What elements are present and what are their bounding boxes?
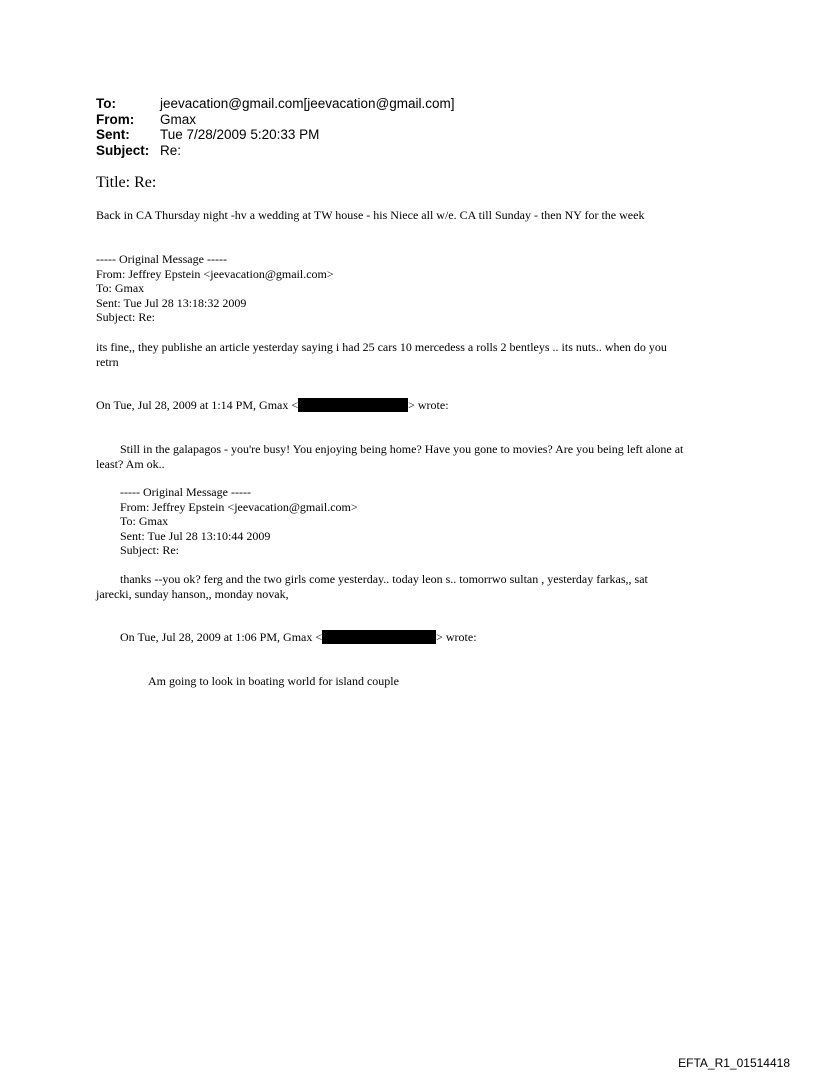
original-sent: Sent: Tue Jul 28 13:10:44 2009 (120, 528, 271, 543)
body-line: Still in the galapagos - you're busy! You enjoying being home? Have you gone to movies? Are you being left alone at (120, 442, 684, 456)
redaction-box (298, 398, 408, 412)
header-subject-row (96, 143, 455, 159)
header-sent-row (96, 127, 455, 143)
original-message-2-body (96, 572, 648, 601)
quote-prefix: On Tue, Jul 28, 2009 at 1:06 PM, Gmax < (120, 630, 323, 644)
document-id: EFTA_R1_01514418 (678, 1056, 790, 1070)
original-message-1 (96, 252, 334, 325)
original-message-divider: ----- Original Message ----- (96, 252, 227, 266)
quote-1-body (96, 442, 683, 471)
quote-suffix: > wrote: (436, 630, 477, 644)
redaction-box (322, 630, 436, 644)
original-subject: Subject: Re: (96, 310, 155, 324)
quote-suffix: > wrote: (408, 398, 449, 412)
quote-line-1 (96, 398, 449, 413)
to-label: To: (96, 96, 116, 111)
sent-label: Sent: (96, 127, 130, 142)
subject-value: Re: (160, 142, 182, 158)
original-sent: Sent: Tue Jul 28 13:18:32 2009 (96, 295, 247, 310)
subject-label: Subject: (96, 142, 150, 158)
body-line: least? Am ok.. (96, 456, 165, 471)
header-to-row (96, 96, 455, 112)
from-label: From: (96, 111, 135, 127)
original-message-divider: ----- Original Message ----- (120, 485, 251, 499)
email-header (96, 96, 455, 158)
header-from-row (96, 112, 455, 128)
quote-line-2 (120, 630, 477, 645)
body-line: retrn (96, 354, 119, 369)
to-value: jeevacation@gmail.com[jeevacation@gmail.com] (160, 96, 455, 111)
original-from: From: Jeffrey Epstein <jeevacation@gmail.com> (96, 266, 334, 281)
original-to: To: Gmax (120, 514, 169, 528)
original-to: To: Gmax (96, 281, 145, 295)
document-title: Title: Re: (96, 174, 157, 191)
quote-prefix: On Tue, Jul 28, 2009 at 1:14 PM, Gmax < (96, 398, 299, 412)
body-line: Am going to look in boating world for island couple (148, 674, 399, 688)
original-message-2 (120, 485, 358, 558)
body-line: thanks --you ok? ferg and the two girls come yesterday.. today leon s.. tomorrwo sultan , yesterday farkas,, sat (120, 572, 648, 586)
body-line: jarecki, sunday hanson,, monday novak, (96, 586, 289, 601)
from-value: Gmax (160, 111, 197, 127)
message-body: Back in CA Thursday night -hv a wedding at TW house - his Niece all w/e. CA till Sunday - then NY for the week (96, 208, 645, 222)
quote-2-body (148, 674, 399, 689)
original-subject: Subject: Re: (120, 543, 179, 557)
sent-value: Tue 7/28/2009 5:20:33 PM (160, 127, 320, 142)
original-from: From: Jeffrey Epstein <jeevacation@gmail.com> (120, 499, 358, 514)
original-message-1-body (96, 340, 667, 369)
body-line: its fine,, they publishe an article yesterday saying i had 25 cars 10 mercedess a rolls 2 bentleys .. its nuts.. when do you (96, 340, 667, 354)
